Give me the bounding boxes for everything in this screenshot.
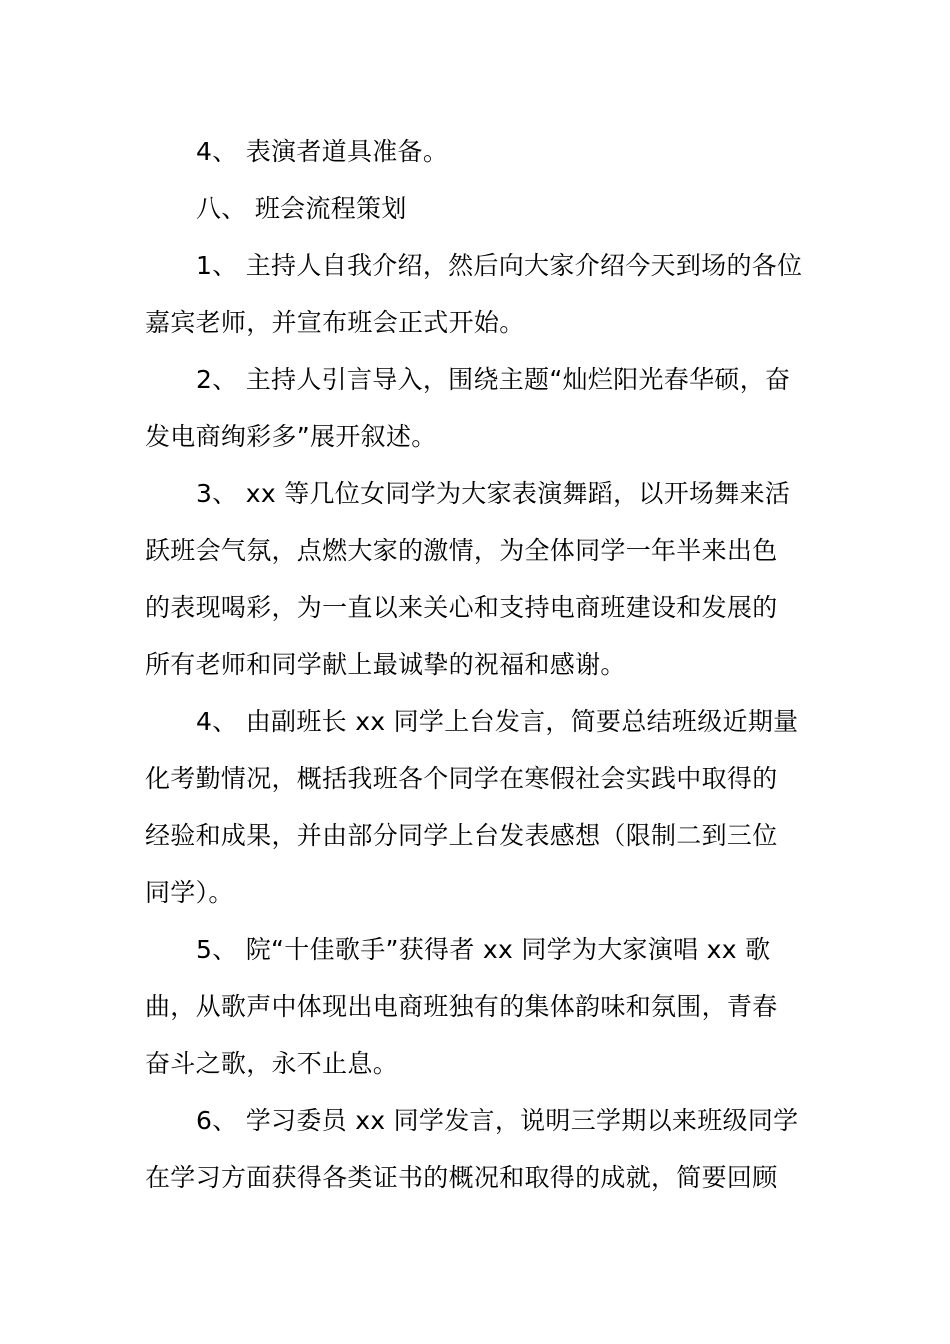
step-4-line-1: 4、 由副班长 xx 同学上台发言，简要总结班级近期量	[196, 707, 799, 736]
step-2-line-1: 2、 主持人引言导入，围绕主题“灿烂阳光春华硕，奋	[196, 365, 791, 394]
step-6-line-2: 在学习方面获得各类证书的概况和取得的成就，简要回顾	[145, 1163, 778, 1192]
step-3-line-1: 3、 xx 等几位女同学为大家表演舞蹈，以开场舞来活	[196, 479, 791, 508]
step-1-line-1: 1、 主持人自我介绍，然后向大家介绍今天到场的各位	[196, 251, 803, 280]
step-4-line-3: 经验和成果，并由部分同学上台发表感想（限制二到三位	[145, 821, 778, 850]
step-1-line-2: 嘉宾老师，并宣布班会正式开始。	[145, 308, 525, 337]
item-4-props: 4、 表演者道具准备。	[196, 137, 449, 166]
step-3-line-3: 的表现喝彩，为一直以来关心和支持电商班建设和发展的	[145, 593, 778, 622]
step-3-line-4: 所有老师和同学献上最诚挚的祝福和感谢。	[145, 650, 626, 679]
step-5-line-3: 奋斗之歌，永不止息。	[145, 1049, 399, 1078]
step-6-line-1: 6、 学习委员 xx 同学发言，说明三学期以来班级同学	[196, 1106, 799, 1135]
step-4-line-4: 同学）。	[145, 878, 234, 907]
step-4-line-2: 化考勤情况，概括我班各个同学在寒假社会实践中取得的	[145, 764, 778, 793]
step-5-line-2: 曲，从歌声中体现出电商班独有的集体韵味和氛围，青春	[145, 992, 778, 1021]
section-8-heading: 八、 班会流程策划	[196, 194, 407, 223]
step-2-line-2: 发电商绚彩多”展开叙述。	[145, 422, 437, 451]
step-3-line-2: 跃班会气氛，点燃大家的激情，为全体同学一年半来出色	[145, 536, 778, 565]
step-5-line-1: 5、 院“十佳歌手”获得者 xx 同学为大家演唱 xx 歌	[196, 935, 771, 964]
